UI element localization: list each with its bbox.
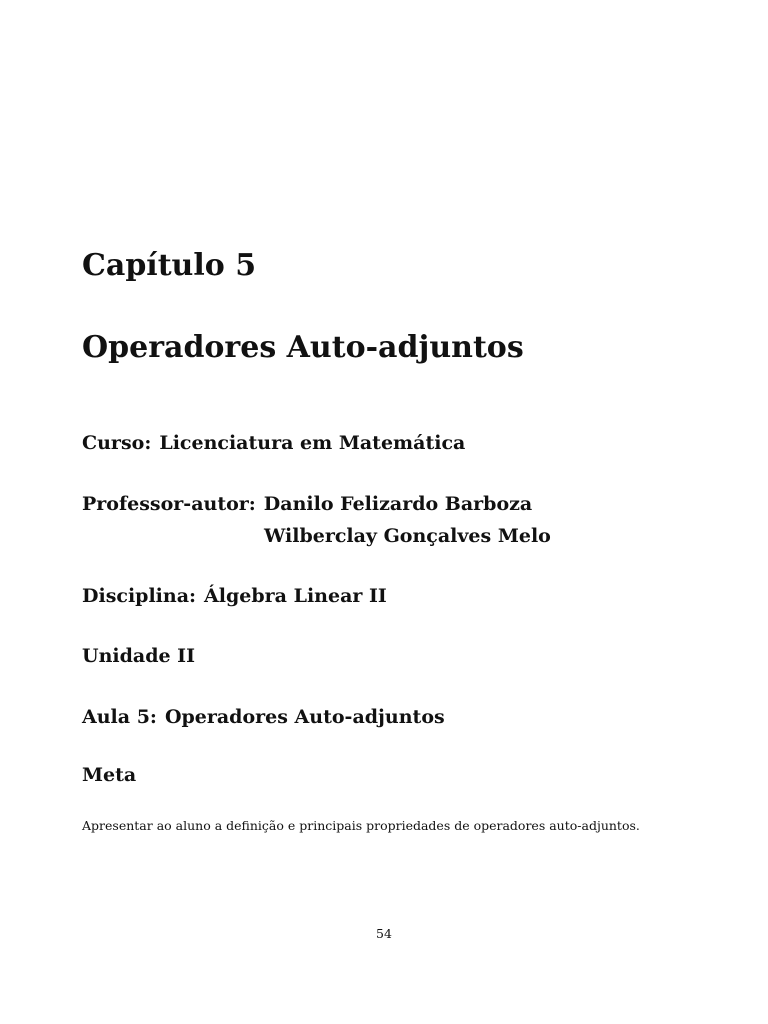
professor-name-2: Wilberclay Gonçalves Melo: [264, 525, 551, 547]
professor-line: [82, 493, 532, 515]
course-line: [82, 432, 465, 454]
chapter-title: Operadores Auto-adjuntos: [82, 330, 524, 365]
unit-line: Unidade II: [82, 645, 195, 667]
course-label: Curso:: [82, 432, 152, 454]
page-number: 54: [376, 926, 392, 941]
professor-name-1: Danilo Felizardo Barboza: [263, 493, 533, 515]
lesson-label: Aula 5:: [82, 706, 157, 728]
course-value: Licenciatura em Matemática: [159, 432, 466, 454]
lesson-value: Operadores Auto-adjuntos: [164, 706, 445, 728]
discipline-value: Álgebra Linear II: [204, 585, 387, 607]
meta-text: Apresentar ao aluno a definição e principais propriedades de operadores auto-adjuntos.: [82, 818, 640, 833]
chapter-label: Capítulo 5: [82, 248, 257, 283]
meta-heading: Meta: [82, 764, 137, 786]
discipline-line: [82, 585, 387, 607]
professor-label: Professor-autor:: [82, 493, 256, 515]
discipline-label: Disciplina:: [82, 585, 197, 607]
lesson-line: [82, 706, 445, 728]
